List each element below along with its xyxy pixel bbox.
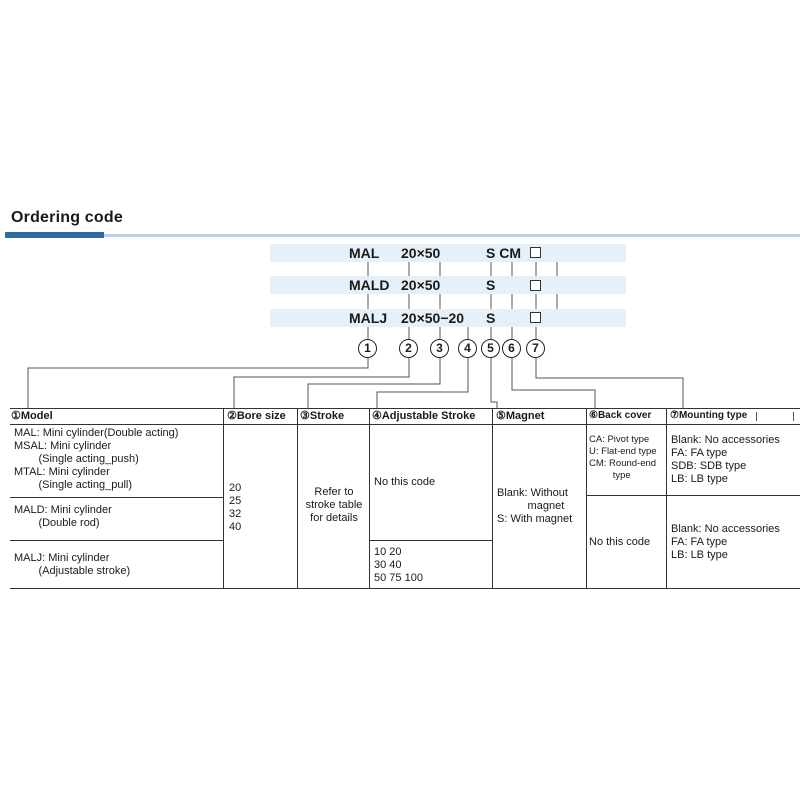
header-stroke: ③Stroke <box>300 410 345 422</box>
model-malj: MALJ: Mini cylinder (Adjustable stroke) <box>14 552 131 577</box>
column-divider <box>369 408 370 588</box>
header-mark <box>756 412 757 421</box>
code-suffix: S CM <box>486 245 521 261</box>
stroke-note: Refer to stroke table for details <box>305 486 363 524</box>
header-bore-size: ②Bore size <box>227 410 286 422</box>
callout-7: 7 <box>526 339 545 358</box>
adjustable-stroke-none: No this code <box>374 476 436 488</box>
callout-3: 3 <box>430 339 449 358</box>
adjustable-divider <box>369 540 492 541</box>
callout-4: 4 <box>458 339 477 358</box>
bore-size-values: 20 25 32 40 <box>229 482 242 533</box>
table-bottom-rule <box>10 588 800 589</box>
code-model: MALD <box>349 277 390 293</box>
code-size: 20×50 <box>401 245 441 261</box>
section-title: Ordering code <box>11 209 123 226</box>
back-cover-options: CA: Pivot type U: Flat-end type CM: Round-end type <box>589 434 657 481</box>
back-cover-none: No this code <box>589 536 651 548</box>
mounting-options-top: Blank: No accessories FA: FA type SDB: SDB type LB: LB type <box>671 434 780 485</box>
callout-5: 5 <box>481 339 500 358</box>
header-magnet: ⑤Magnet <box>496 410 545 422</box>
callout-1: 1 <box>358 339 377 358</box>
column-divider <box>297 408 298 588</box>
column-divider <box>586 408 587 588</box>
code-model: MALJ <box>349 310 388 326</box>
mounting-options-bottom: Blank: No accessories FA: FA type LB: LB type <box>671 523 780 561</box>
cover-divider <box>586 495 800 496</box>
header-back-cover: ⑥Back cover <box>589 410 652 421</box>
callout-2: 2 <box>399 339 418 358</box>
model-divider <box>10 497 223 498</box>
model-mald: MALD: Mini cylinder (Double rod) <box>14 504 112 529</box>
header-adjustable-stroke: ④Adjustable Stroke <box>372 410 476 422</box>
code-size: 20×50 <box>401 277 441 293</box>
magnet-options: Blank: Without magnet S: With magnet <box>497 487 573 525</box>
model-divider <box>10 540 223 541</box>
code-suffix: S <box>486 277 496 293</box>
column-divider <box>492 408 493 588</box>
header-mark <box>793 412 794 421</box>
code-suffix: S <box>486 310 496 326</box>
code-model: MAL <box>349 245 380 261</box>
callout-6: 6 <box>502 339 521 358</box>
model-mal-group: MAL: Mini cylinder(Double acting) MSAL: Mini cylinder (Single acting_push) MTAL: Mini cylinder (Single acting_pull) <box>14 427 179 491</box>
column-divider <box>666 408 667 588</box>
header-mounting-type: ⑦Mounting type <box>670 410 748 421</box>
adjustable-stroke-values: 10 20 30 40 50 75 100 <box>374 546 423 584</box>
table-header-rule <box>10 424 800 425</box>
header-model: ①Model <box>11 410 53 422</box>
code-size: 20×50−20 <box>401 310 465 326</box>
column-divider <box>223 408 224 588</box>
